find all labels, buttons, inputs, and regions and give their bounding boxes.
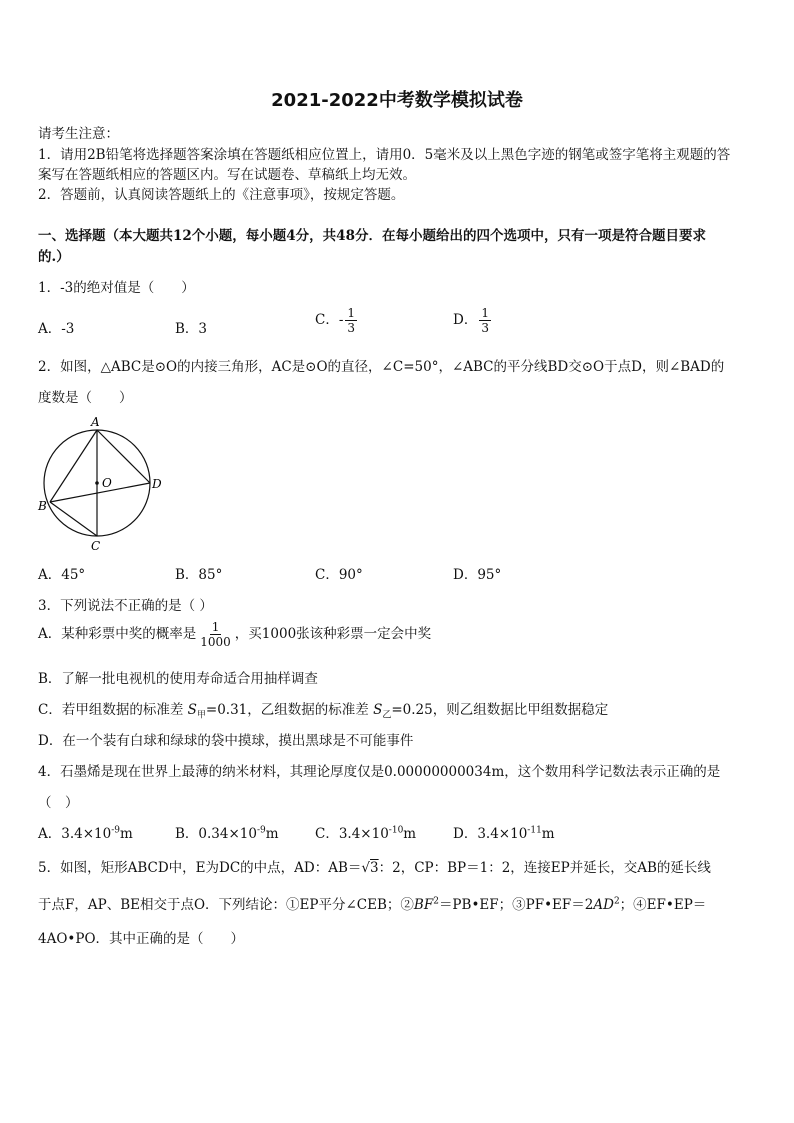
q1-option-a: A．-3 — [38, 321, 75, 337]
q1-option-d — [453, 306, 493, 335]
label-a: A — [91, 415, 100, 429]
q3-c-text-1: C．若甲组数据的标准差 — [38, 702, 184, 718]
q1-c-numerator: 1 — [347, 306, 356, 320]
label-c: C — [91, 539, 101, 552]
q3-c-symbol-s1: S — [187, 702, 197, 718]
section-heading-2: 的.） — [38, 249, 70, 265]
q3-stem: 3．下列说法不正确的是（ ） — [38, 598, 213, 614]
label-o: O — [102, 476, 112, 490]
q1-option-c — [315, 306, 359, 335]
q4-option-d — [453, 822, 555, 842]
q1-option-b: B．3 — [175, 321, 208, 337]
center-point — [95, 481, 99, 485]
q3-c-symbol-s2: S — [373, 702, 383, 718]
q1-c-denominator: 3 — [347, 321, 356, 335]
q1-option-d-prefix: D． — [453, 312, 478, 328]
q3-c-sub-yi: 乙 — [382, 710, 392, 721]
q3-c-text-2: =0.31，乙组数据的标准差 — [205, 702, 369, 718]
q5-l2-bf-square: 2 — [433, 896, 439, 907]
q5-l2-ad: AD — [593, 897, 614, 913]
section-heading-1: 一、选择题（本大题共12个小题，每小题4分，共48分．在每小题给出的四个选项中，只有一项是符合题目要求 — [38, 228, 706, 244]
q2-stem-2: 度数是（ ） — [38, 390, 133, 406]
q3-option-c — [38, 698, 608, 721]
q1-d-denominator: 3 — [481, 321, 489, 335]
q4-stem-2: （ ） — [38, 795, 79, 811]
notice-line-2: 2．答题前，认真阅读答题纸上的《注意事项》，按规定答题。 — [38, 187, 405, 203]
q4-option-c — [315, 822, 416, 842]
q5-sqrt-symbol: √ — [361, 860, 371, 876]
q5-l2-text-2: ＝PB•EF；③PF•EF＝2 — [438, 897, 594, 913]
q2-option-a: A．45° — [38, 567, 86, 583]
q4-a-unit: m — [120, 826, 133, 842]
notice-line-1a: 1．请用2B铅笔将选择题答案涂填在答题纸相应位置上，请用0．5毫米及以上黑色字迹的钢笔或签字笔将主观题的答 — [38, 147, 731, 163]
q4-c-base: C．3.4×10 — [315, 826, 389, 842]
q3-c-text-3: =0.25，则乙组数据比甲组数据稳定 — [391, 702, 609, 718]
segment-bd — [50, 483, 150, 502]
q3-option-b: B．了解一批电视机的使用寿命适合用抽样调查 — [38, 671, 318, 687]
q5-stem-3: 4AO•PO．其中正确的是（ ） — [38, 931, 245, 947]
q4-c-exponent: -10 — [388, 825, 404, 836]
q2-option-b: B．85° — [175, 567, 223, 583]
q4-d-base: D．3.4×10 — [453, 826, 528, 842]
notice-heading: 请考生注意： — [38, 126, 119, 142]
q3-option-d: D．在一个装有白球和绿球的袋中摸球，摸出黑球是不可能事件 — [38, 733, 414, 749]
q3-a-denominator: 1000 — [200, 635, 231, 649]
q5-stem-2 — [38, 893, 706, 913]
q3-option-a — [38, 620, 431, 649]
q4-b-unit: m — [265, 826, 279, 842]
q5-sqrt-radicand: 3 — [370, 860, 379, 876]
page-title: 2021-2022中考数学模拟试卷 — [271, 90, 523, 111]
q5-l1-text-1: 5．如图，矩形ABCD中，E为DC的中点，AD：AB＝ — [38, 860, 362, 876]
q3-c-sub-jia: 甲 — [196, 710, 206, 721]
q3-option-a-prefix: A．某种彩票中奖的概率是 — [38, 626, 197, 642]
q4-stem-1: 4．石墨烯是现在世界上最薄的纳米材料，其理论厚度仅是0.00000000034m，这个数用科学记数法表示正确的是 — [38, 764, 721, 780]
q5-l2-bf: BF — [413, 897, 434, 913]
q5-stem-1 — [38, 856, 711, 876]
q4-b-base: B．0.34×10 — [175, 826, 257, 842]
q5-l2-text-1: 于点F，AP、BE相交于点O．下列结论：①EP平分∠CEB；② — [38, 897, 414, 913]
q1-d-numerator: 1 — [481, 306, 489, 320]
q1-stem: 1．-3的绝对值是（ ） — [38, 280, 195, 296]
q3-a-numerator: 1 — [211, 620, 220, 634]
q5-l2-ad-square: 2 — [613, 896, 620, 907]
label-d: D — [152, 477, 162, 491]
q4-option-a — [38, 822, 133, 842]
segment-ab — [50, 430, 97, 502]
q4-d-unit: m — [541, 826, 555, 842]
q2-stem-1: 2．如图，△ABC是⊙O的内接三角形，AC是⊙O的直径，∠C=50°，∠ABC的平分线BD交⊙O于点D，则∠BAD的 — [38, 359, 725, 375]
q2-option-d: D．95° — [453, 567, 502, 583]
q4-option-b — [175, 822, 279, 842]
q1-option-c-fraction — [345, 306, 357, 335]
label-b: B — [38, 499, 47, 513]
q5-l1-text-2: ：2，CP：BP＝1：2，连接EP并延长，交AB的延长线 — [378, 860, 711, 876]
notice-line-1b: 案写在答题纸相应的答题区内。写在试题卷、草稿纸上均无效。 — [38, 167, 416, 183]
q3-option-a-fraction — [198, 620, 233, 649]
q4-a-base: A．3.4×10 — [38, 826, 112, 842]
q2-circle-figure — [30, 412, 170, 552]
q2-option-c: C．90° — [315, 567, 363, 583]
q4-b-exponent: -9 — [256, 825, 266, 836]
q1-option-d-fraction — [479, 306, 491, 335]
q4-a-exponent: -9 — [111, 825, 120, 836]
q1-option-c-prefix: C．- — [315, 312, 344, 328]
q3-option-a-suffix: ，买1000张该种彩票一定会中奖 — [234, 626, 432, 642]
q4-c-unit: m — [403, 826, 417, 842]
q5-l2-text-3: ；④EF•EP＝ — [619, 897, 707, 913]
q4-d-exponent: -11 — [527, 825, 542, 836]
